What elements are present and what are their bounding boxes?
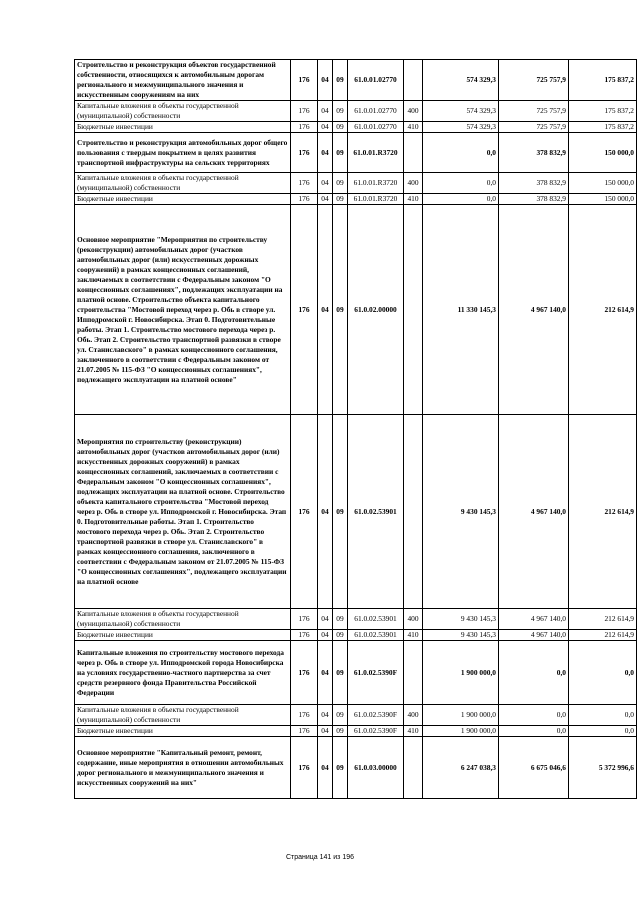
item-name: Строительство и реконструкция объектов государственной собственности, относящихся к автомобильным дорогам регионального и межмуниципального значения и искусственным сооружениям на них: [75, 60, 291, 101]
subsection-code: 09: [333, 173, 348, 194]
amount-year-1: 9 430 145,3: [423, 630, 499, 641]
item-name: Капитальные вложения по строительству мостового перехода через р. Обь в створе ул. Ипподромской города Новосибирска на условиях государственно-частного партнерства за счет средств резервного фонда Правительства Российской Федерации: [75, 641, 291, 705]
amount-year-2: 4 967 140,0: [499, 415, 569, 609]
item-name: Бюджетные инвестиции: [75, 726, 291, 737]
amount-year-3: 5 372 996,6: [569, 737, 637, 799]
grbs-code: 176: [291, 205, 318, 415]
amount-year-2: 378 832,9: [499, 194, 569, 205]
subsection-code: 09: [333, 609, 348, 630]
target-article-code: 61.0.02.53901: [348, 609, 404, 630]
table-row: [75, 737, 637, 799]
item-name: Строительство и реконструкция автомобильных дорог общего пользования с твердым покрытием в целях развития транспортной инфраструктуры на сельских территориях: [75, 133, 291, 173]
table-row: [75, 205, 637, 415]
table-row: [75, 415, 637, 609]
target-article-code: 61.0.02.53901: [348, 630, 404, 641]
amount-year-3: 175 837,2: [569, 60, 637, 101]
amount-year-2: 378 832,9: [499, 133, 569, 173]
budget-table-container: [74, 59, 636, 799]
grbs-code: 176: [291, 641, 318, 705]
subsection-code: 09: [333, 101, 348, 122]
amount-year-2: 725 757,9: [499, 122, 569, 133]
amount-year-1: 1 900 000,0: [423, 705, 499, 726]
amount-year-1: 0,0: [423, 133, 499, 173]
amount-year-3: 175 837,2: [569, 122, 637, 133]
grbs-code: 176: [291, 737, 318, 799]
expense-type-code: 400: [404, 101, 423, 122]
expense-type-code: [404, 205, 423, 415]
amount-year-3: 150 000,0: [569, 173, 637, 194]
amount-year-2: 4 967 140,0: [499, 630, 569, 641]
amount-year-1: 0,0: [423, 173, 499, 194]
budget-table-body: [75, 60, 637, 799]
target-article-code: 61.0.02.5390F: [348, 641, 404, 705]
amount-year-3: 150 000,0: [569, 194, 637, 205]
item-name: Капитальные вложения в объекты государственной (муниципальной) собственности: [75, 101, 291, 122]
amount-year-3: 0,0: [569, 705, 637, 726]
amount-year-1: 574 329,3: [423, 122, 499, 133]
expense-type-code: 400: [404, 705, 423, 726]
subsection-code: 09: [333, 122, 348, 133]
table-row: [75, 641, 637, 705]
table-row: [75, 133, 637, 173]
target-article-code: 61.0.01.R3720: [348, 173, 404, 194]
expense-type-code: 410: [404, 726, 423, 737]
target-article-code: 61.0.01.R3720: [348, 194, 404, 205]
expense-type-code: 400: [404, 173, 423, 194]
section-code: 04: [318, 737, 333, 799]
grbs-code: 176: [291, 609, 318, 630]
item-name: Капитальные вложения в объекты государственной (муниципальной) собственности: [75, 609, 291, 630]
subsection-code: 09: [333, 205, 348, 415]
grbs-code: 176: [291, 173, 318, 194]
item-name: Мероприятия по строительству (реконструкции) автомобильных дорог (участков автомобильных дорог (или) искусственных дорожных сооружений) в рамках концессионных соглашений, заключаемых в соответствии с Федеральным законом "О концессионных соглашениях", подлежащих эксплуатации на платной основе. Строительство объекта капитального строительства "Мостовой переход через р. Обь в створе ул. Ипподромской г. Новосибирска. Этап 0. Подготовительные работы. Этап 1. Строительство мостового перехода через р. Обь. Этап 2. Строительство транспортной развязки в створе ул. Станиславского" в рамках концессионного соглашения, заключенного в соответствии с Федеральным законом от 21.07.2005 № 115-ФЗ "О концессионных соглашениях", подлежащего эксплуатации на платной основе: [75, 415, 291, 609]
grbs-code: 176: [291, 415, 318, 609]
amount-year-3: 212 614,9: [569, 205, 637, 415]
expense-type-code: [404, 737, 423, 799]
expense-type-code: [404, 415, 423, 609]
table-row: [75, 122, 637, 133]
amount-year-1: 574 329,3: [423, 60, 499, 101]
amount-year-2: 4 967 140,0: [499, 205, 569, 415]
expense-type-code: [404, 60, 423, 101]
amount-year-3: 150 000,0: [569, 133, 637, 173]
grbs-code: 176: [291, 122, 318, 133]
amount-year-3: 0,0: [569, 641, 637, 705]
expense-type-code: 410: [404, 630, 423, 641]
section-code: 04: [318, 726, 333, 737]
subsection-code: 09: [333, 133, 348, 173]
amount-year-2: 378 832,9: [499, 173, 569, 194]
amount-year-2: 0,0: [499, 705, 569, 726]
section-code: 04: [318, 101, 333, 122]
subsection-code: 09: [333, 60, 348, 101]
table-row: [75, 609, 637, 630]
table-row: [75, 705, 637, 726]
section-code: 04: [318, 630, 333, 641]
amount-year-2: 725 757,9: [499, 101, 569, 122]
item-name: Бюджетные инвестиции: [75, 630, 291, 641]
section-code: 04: [318, 194, 333, 205]
item-name: Бюджетные инвестиции: [75, 122, 291, 133]
table-row: [75, 194, 637, 205]
expense-type-code: [404, 133, 423, 173]
amount-year-3: 212 614,9: [569, 415, 637, 609]
section-code: 04: [318, 415, 333, 609]
amount-year-1: 9 430 145,3: [423, 609, 499, 630]
amount-year-2: 0,0: [499, 726, 569, 737]
grbs-code: 176: [291, 705, 318, 726]
amount-year-1: 1 900 000,0: [423, 641, 499, 705]
item-name: Капитальные вложения в объекты государственной (муниципальной) собственности: [75, 173, 291, 194]
target-article-code: 61.0.02.00000: [348, 205, 404, 415]
amount-year-2: 6 675 046,6: [499, 737, 569, 799]
expense-type-code: 400: [404, 609, 423, 630]
amount-year-1: 11 330 145,3: [423, 205, 499, 415]
grbs-code: 176: [291, 60, 318, 101]
table-row: [75, 630, 637, 641]
subsection-code: 09: [333, 630, 348, 641]
grbs-code: 176: [291, 101, 318, 122]
expense-type-code: [404, 641, 423, 705]
grbs-code: 176: [291, 133, 318, 173]
amount-year-3: 0,0: [569, 726, 637, 737]
item-name: Основное мероприятие "Мероприятия по строительству (реконструкции) автомобильных дорог (участков автомобильных дорог (или) искусственных дорожных сооружений) в рамках концессионных соглашений, заключаемых в соответствии с Федеральным законом "О концессионных соглашениях", подлежащих эксплуатации на платной основе. Строительство объекта капитального строительства "Мостовой переход через р. Обь в створе ул. Ипподромской г. Новосибирска. Этап 0. Подготовительные работы. Этап 1. Строительство мостового перехода через р. Обь. Этап 2. Строительство транспортной развязки в створе ул. Станиславского" в рамках концессионного соглашения, заключенного в соответствии с Федеральным законом от 21.07.2005 № 115-ФЗ "О концессионных соглашениях", подлежащего эксплуатации на платной основе": [75, 205, 291, 415]
subsection-code: 09: [333, 415, 348, 609]
grbs-code: 176: [291, 194, 318, 205]
table-row: [75, 173, 637, 194]
target-article-code: 61.0.01.02770: [348, 60, 404, 101]
amount-year-2: 0,0: [499, 641, 569, 705]
target-article-code: 61.0.02.53901: [348, 415, 404, 609]
section-code: 04: [318, 609, 333, 630]
item-name: Основное мероприятие "Капитальный ремонт, ремонт, содержание, иные мероприятия в отношении автомобильных дорог регионального и межмуниципального значения и искусственных сооружений на них": [75, 737, 291, 799]
table-row: [75, 726, 637, 737]
target-article-code: 61.0.02.5390F: [348, 726, 404, 737]
amount-year-3: 212 614,9: [569, 609, 637, 630]
grbs-code: 176: [291, 630, 318, 641]
amount-year-2: 4 967 140,0: [499, 609, 569, 630]
amount-year-1: 1 900 000,0: [423, 726, 499, 737]
target-article-code: 61.0.01.02770: [348, 101, 404, 122]
subsection-code: 09: [333, 194, 348, 205]
target-article-code: 61.0.03.00000: [348, 737, 404, 799]
section-code: 04: [318, 133, 333, 173]
amount-year-1: 9 430 145,3: [423, 415, 499, 609]
table-row: [75, 60, 637, 101]
target-article-code: 61.0.02.5390F: [348, 705, 404, 726]
section-code: 04: [318, 641, 333, 705]
subsection-code: 09: [333, 726, 348, 737]
section-code: 04: [318, 205, 333, 415]
target-article-code: 61.0.01.R3720: [348, 133, 404, 173]
table-row: [75, 101, 637, 122]
subsection-code: 09: [333, 705, 348, 726]
subsection-code: 09: [333, 737, 348, 799]
item-name: Бюджетные инвестиции: [75, 194, 291, 205]
section-code: 04: [318, 173, 333, 194]
amount-year-3: 212 614,9: [569, 630, 637, 641]
target-article-code: 61.0.01.02770: [348, 122, 404, 133]
section-code: 04: [318, 60, 333, 101]
grbs-code: 176: [291, 726, 318, 737]
expense-type-code: 410: [404, 194, 423, 205]
budget-table: [74, 59, 637, 799]
section-code: 04: [318, 705, 333, 726]
subsection-code: 09: [333, 641, 348, 705]
amount-year-1: 574 329,3: [423, 101, 499, 122]
page-footer: Страница 141 из 196: [285, 854, 355, 861]
amount-year-3: 175 837,2: [569, 101, 637, 122]
section-code: 04: [318, 122, 333, 133]
amount-year-1: 6 247 038,3: [423, 737, 499, 799]
amount-year-1: 0,0: [423, 194, 499, 205]
amount-year-2: 725 757,9: [499, 60, 569, 101]
item-name: Капитальные вложения в объекты государственной (муниципальной) собственности: [75, 705, 291, 726]
expense-type-code: 410: [404, 122, 423, 133]
